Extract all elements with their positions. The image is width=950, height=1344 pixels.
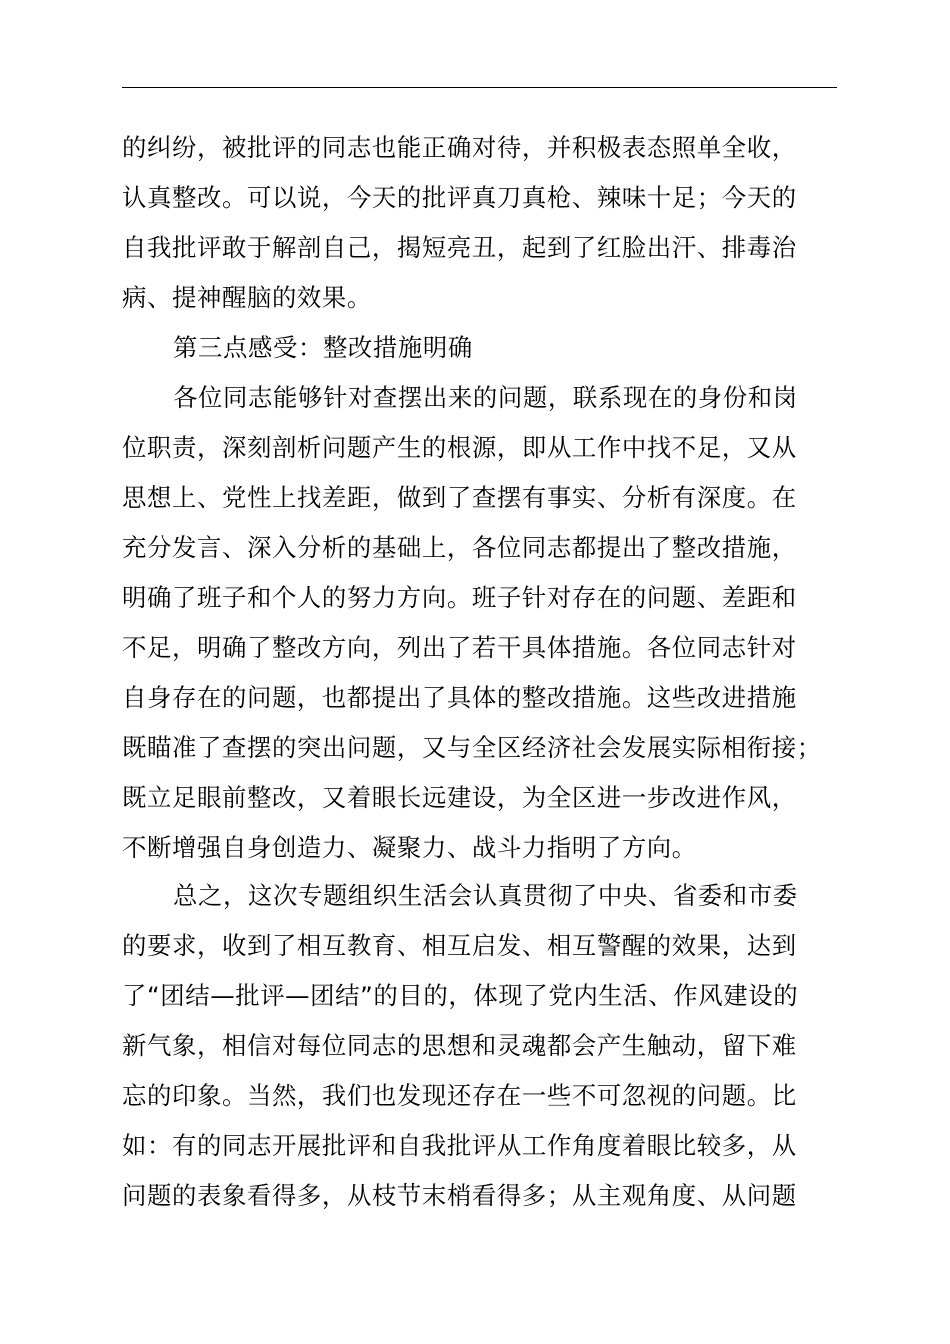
text-line: 位职责，深刻剖析问题产生的根源，即从工作中找不足，又从 [122,433,797,462]
text-line: 忘的印象。当然，我们也发现还存在一些不可忽视的问题。比 [122,1081,797,1110]
text-line: 明确了班子和个人的努力方向。班子针对存在的问题、差距和 [122,583,797,612]
text-line: 既立足眼前整改，又着眼长远建设，为全区进一步改进作风， [122,783,797,812]
text-line: 既瞄准了查摆的突出问题，又与全区经济社会发展实际相衔接； [122,733,822,762]
text-line: 不足，明确了整改方向，列出了若干具体措施。各位同志针对 [122,633,797,662]
text-line: 新气象，相信对每位同志的思想和灵魂都会产生触动，留下难 [122,1031,797,1060]
text-line: 总之，这次专题组织生活会认真贯彻了中央、省委和市委 [173,881,798,910]
text-line: 认真整改。可以说，今天的批评真刀真枪、辣味十足；今天的 [122,183,797,212]
text-line: 问题的表象看得多，从枝节末梢看得多；从主观角度、从问题 [122,1181,797,1210]
header-rule [122,87,837,88]
text-line: 的纠纷，被批评的同志也能正确对待，并积极表态照单全收， [122,133,797,162]
text-line: 不断增强自身创造力、凝聚力、战斗力指明了方向。 [122,833,697,862]
text-line: 自身存在的问题，也都提出了具体的整改措施。这些改进措施 [122,683,797,712]
text-line: 思想上、党性上找差距，做到了查摆有事实、分析有深度。在 [122,483,797,512]
text-line: 病、提神醒脑的效果。 [122,283,372,312]
section-heading: 第三点感受：整改措施明确 [173,333,473,362]
text-line: 的要求，收到了相互教育、相互启发、相互警醒的效果，达到 [122,931,797,960]
text-line: 充分发言、深入分析的基础上，各位同志都提出了整改措施， [122,533,797,562]
text-line: 各位同志能够针对查摆出来的问题，联系现在的身份和岗 [173,383,798,412]
text-line: 了“团结—批评—团结”的目的，体现了党内生活、作风建设的 [122,981,799,1010]
text-line: 如：有的同志开展批评和自我批评从工作角度着眼比较多，从 [122,1131,797,1160]
text-line: 自我批评敢于解剖自己，揭短亮丑，起到了红脸出汗、排毒治 [122,233,797,262]
